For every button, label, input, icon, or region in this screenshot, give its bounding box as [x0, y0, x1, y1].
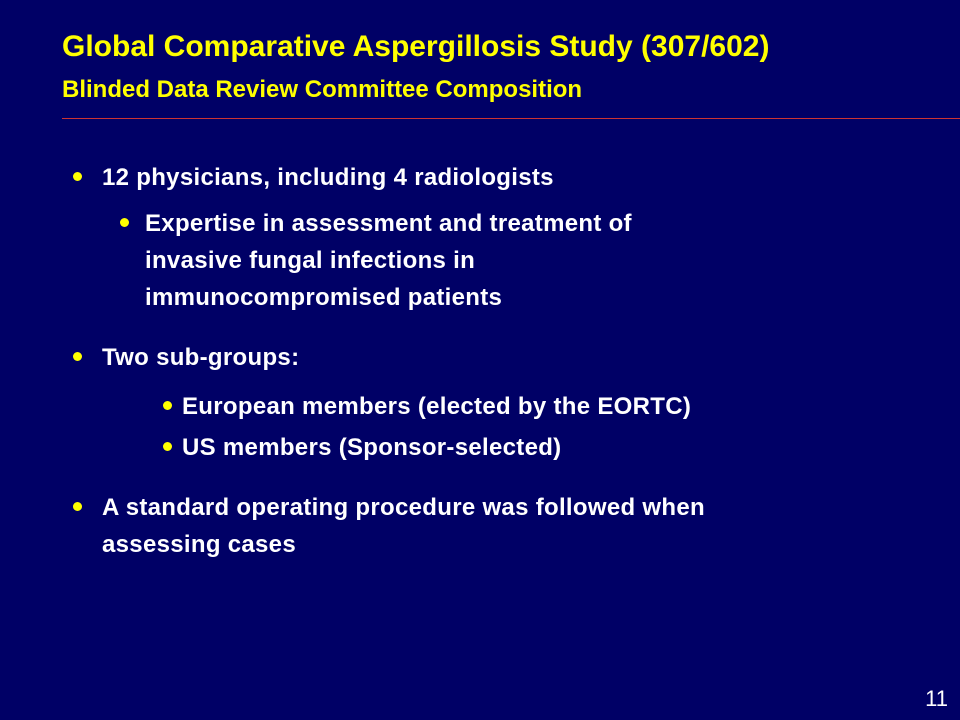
sub-bullet-us-members: US members (Sponsor-selected): [182, 434, 562, 461]
bullet-dot-icon: [73, 172, 82, 181]
bullet-sub-groups: Two sub-groups:: [102, 344, 300, 371]
bullet-dot-icon: [73, 352, 82, 361]
sub-bullet-expertise-line-3: immunocompromised patients: [145, 284, 503, 311]
slide-title: Global Comparative Aspergillosis Study (307/602): [62, 30, 770, 63]
bullet-standard-procedure-line-1: A standard operating procedure was followed when: [102, 494, 705, 521]
bullet-standard-procedure-line-2: assessing cases: [102, 531, 296, 558]
page-number: 11: [925, 686, 948, 711]
slide-subtitle: Blinded Data Review Committee Composition: [62, 76, 583, 103]
bullet-dot-icon: [120, 218, 129, 227]
bullet-standard-procedure: [102, 489, 705, 563]
sub-bullet-european-members: European members (elected by the EORTC): [182, 393, 692, 420]
title-divider: [62, 118, 960, 119]
sub-bullet-expertise-line-2: invasive fungal infections in: [145, 247, 476, 274]
sub-bullet-expertise-line-1: Expertise in assessment and treatment of: [145, 210, 632, 237]
sub-bullet-expertise: [145, 205, 632, 316]
bullet-physicians: 12 physicians, including 4 radiologists: [102, 164, 554, 191]
bullet-dot-icon: [163, 442, 172, 451]
bullet-dot-icon: [163, 401, 172, 410]
bullet-dot-icon: [73, 502, 82, 511]
